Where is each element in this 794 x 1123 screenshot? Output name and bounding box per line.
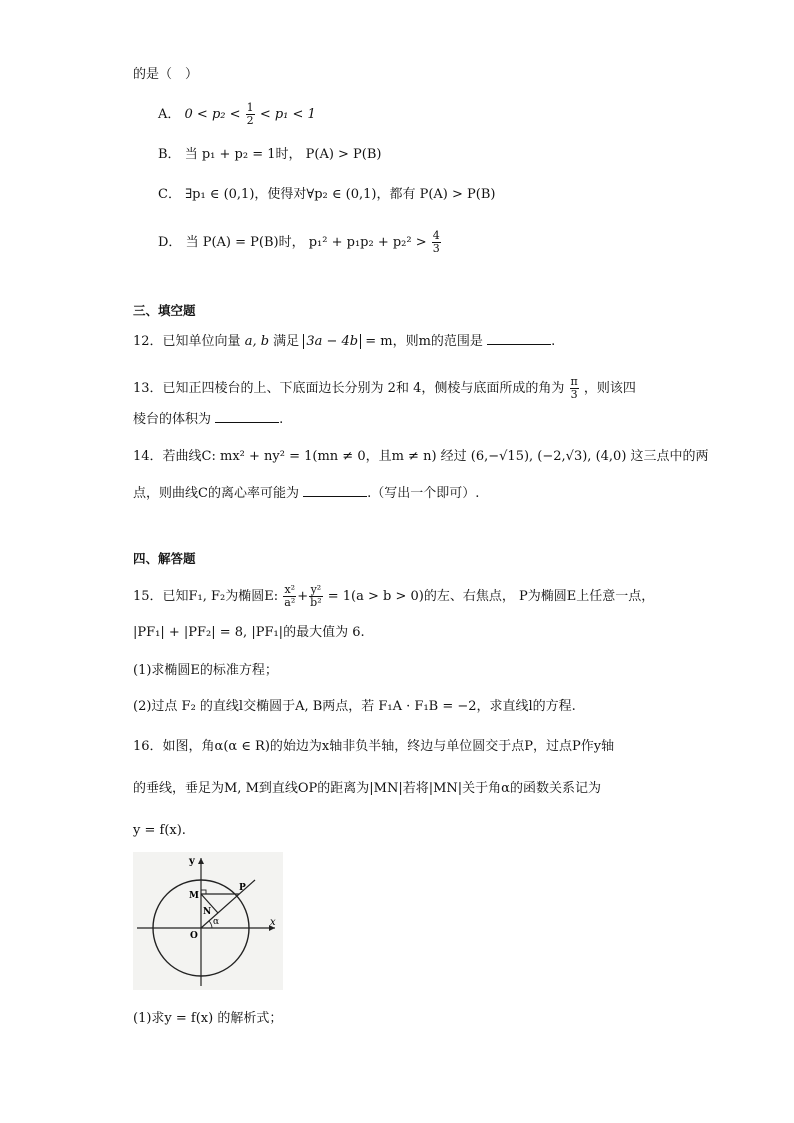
option-a-frac-num: 1 <box>246 101 254 114</box>
q15-plus: + <box>297 589 309 604</box>
q13-answer-blank <box>215 410 279 423</box>
q12-tail: = m，则m的范围是 <box>365 334 483 349</box>
q12-end: . <box>551 334 556 349</box>
option-a-fraction <box>246 102 255 127</box>
label-o: O <box>190 931 198 941</box>
option-d-frac-den: 3 <box>432 242 440 255</box>
q15-pre: 15．已知F₁, F₂为椭圆E: <box>133 589 279 604</box>
q15-frac-x-den: a² <box>284 596 296 609</box>
section-4-title: 四、解答题 <box>133 551 196 566</box>
option-b-text: 当 p₁ + p₂ = 1时， P(A) > P(B) <box>184 147 382 162</box>
label-x: x <box>270 917 276 928</box>
question-12 <box>133 332 555 351</box>
option-a-text-2: < p₁ < 1 <box>259 107 316 122</box>
q15-frac-y <box>309 584 322 609</box>
option-b-label: B． <box>158 147 181 162</box>
question-16-line-1: 16．如图，角α(α ∈ R)的始边为x轴非负半轴，终边与单位圆交于点P，过点P作y轴 <box>133 739 615 754</box>
q13-line2-pre: 棱台的体积为 <box>133 412 212 427</box>
section-3-title: 三、填空题 <box>133 303 196 318</box>
q12-vectors: a, b <box>244 334 270 349</box>
option-c-label: C． <box>158 187 181 202</box>
q15-tail: = 1(a > b > 0)的左、右焦点， P为椭圆E上任意一点， <box>327 589 655 604</box>
q13-end: . <box>279 412 284 427</box>
intro-tail: 的是（ ） <box>133 67 199 82</box>
question-14-line-2 <box>133 484 479 503</box>
option-c-text: ∃p₁ ∈ (0,1)，使得对∀p₂ ∈ (0,1)，都有 P(A) > P(B) <box>185 187 496 202</box>
q12-answer-blank <box>487 332 551 345</box>
option-a-label: A． <box>158 107 181 122</box>
q15-frac-y-den: b² <box>310 596 322 609</box>
q14-answer-blank <box>303 484 367 497</box>
option-a-text-1: 0 < p₂ < <box>184 107 241 122</box>
q12-expr: 3a − 4b <box>306 334 359 349</box>
q14-line2-pre: 点，则曲线C的离心率可能为 <box>133 486 299 501</box>
option-a <box>158 102 316 127</box>
option-b <box>158 146 382 164</box>
q13-line1-tail: ，则该四 <box>583 381 636 396</box>
q15-frac-y-num: y² <box>310 583 322 596</box>
option-d-fraction <box>432 230 441 255</box>
q13-fraction <box>570 376 579 401</box>
question-13-line-2 <box>133 410 283 429</box>
option-c <box>158 186 495 204</box>
question-13-line-1 <box>133 376 636 401</box>
question-16-line-3: y = f(x). <box>133 823 186 838</box>
q13-pre: 13．已知正四棱台的上、下底面边长分别为 2和 4，侧棱与底面所成的角为 <box>133 381 565 396</box>
q13-frac-num: π <box>570 375 578 388</box>
label-p: P <box>239 883 246 893</box>
option-a-frac-den: 2 <box>246 114 254 127</box>
option-d-frac-num: 4 <box>432 229 440 242</box>
q15-frac-x <box>283 584 296 609</box>
q13-frac-den: 3 <box>570 388 578 401</box>
q12-pre: 12．已知单位向量 <box>133 334 241 349</box>
question-15-line-2: |PF₁| + |PF₂| = 8, |PF₁|的最大值为 6. <box>133 625 365 640</box>
question-14-line-1: 14．若曲线C: mx² + ny² = 1(mn ≠ 0，且m ≠ n) 经过 (6,−√15), (−2,√3), (4,0) 这三点中的两 <box>133 449 709 464</box>
q12-abs-expr <box>303 334 361 349</box>
question-16-sub-1: (1)求y = f(x) 的解析式； <box>133 1011 283 1026</box>
question-15-sub-2: (2)过点 F₂ 的直线l交椭圆于A, B两点，若 F₁A · F₁B = −2，求直线l的方程. <box>133 699 576 714</box>
q12-mid: 满足 <box>273 334 300 349</box>
label-n: N <box>203 907 212 917</box>
label-m: M <box>189 891 199 901</box>
label-y: y <box>189 856 195 867</box>
question-16-line-2: 的垂线，垂足为M, M到直线OP的距离为|MN|若将|MN|关于角α的函数关系记为 <box>133 781 601 796</box>
option-d-text: 当 P(A) = P(B)时， p₁² + p₁p₂ + p₂² > <box>185 235 427 250</box>
option-d-label: D． <box>158 235 182 250</box>
question-15-sub-1: (1)求椭圆E的标准方程； <box>133 663 278 678</box>
unit-circle-diagram <box>133 852 283 990</box>
question-15-line-1 <box>133 584 654 609</box>
option-d <box>158 230 442 255</box>
q15-frac-x-num: x² <box>284 583 296 596</box>
unit-circle-figure <box>133 852 283 990</box>
q14-end: .（写出一个即可）. <box>367 486 480 501</box>
label-alpha: α <box>213 917 220 927</box>
